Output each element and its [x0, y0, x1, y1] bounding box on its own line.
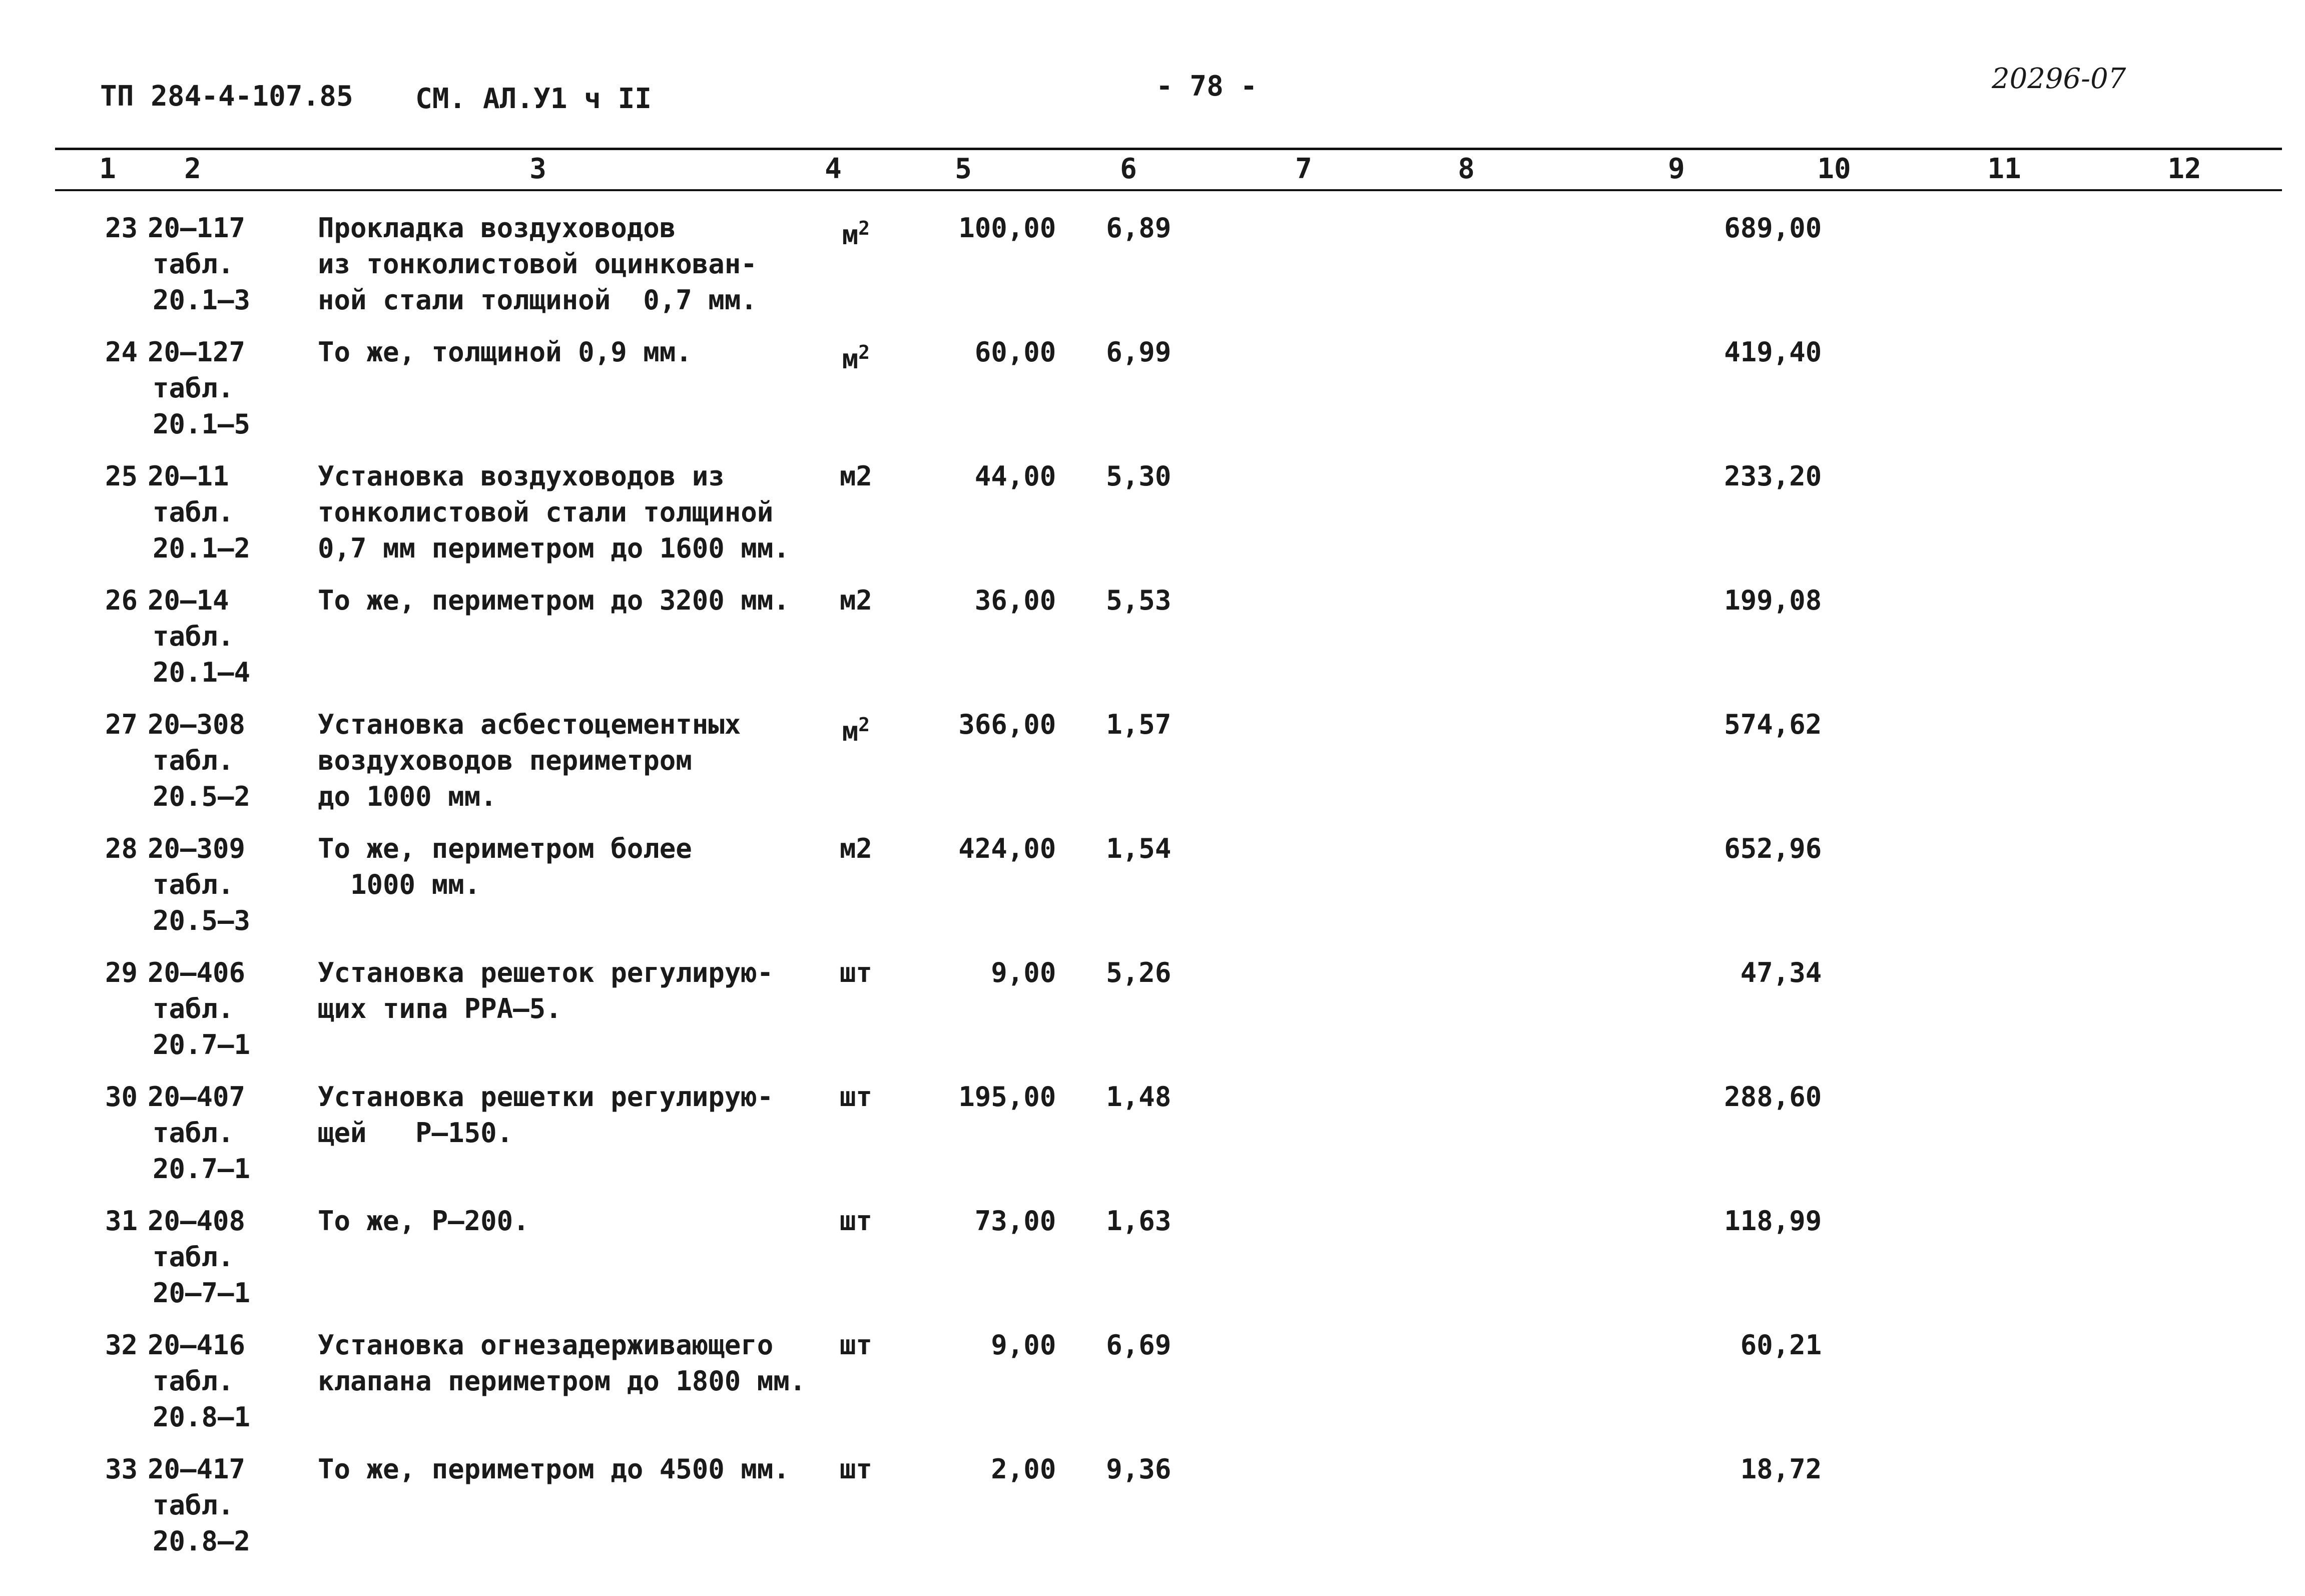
rate-code: 20–11 табл. 20.1–2	[148, 460, 251, 564]
row-number: 23	[105, 212, 138, 244]
rate-code: 20–14 табл. 20.1–4	[148, 585, 251, 688]
quantity: 9,00	[991, 1329, 1056, 1361]
total-cost: 419,40	[1724, 336, 1822, 368]
row-number: 33	[105, 1453, 138, 1485]
total-cost: 288,60	[1724, 1081, 1822, 1113]
row-number: 30	[105, 1081, 138, 1113]
table-row	[70, 1327, 2272, 1451]
unit-price: 1,57	[1106, 709, 1172, 740]
row-number: 28	[105, 833, 138, 864]
work-description: То же, периметром до 3200 мм.	[318, 585, 790, 616]
empty-cells	[1822, 334, 2272, 458]
column-number: 11	[1987, 153, 2021, 185]
table-row	[70, 334, 2272, 458]
empty-cells	[1822, 707, 2272, 831]
empty-cells	[1171, 1079, 1679, 1203]
unit-price: 6,99	[1106, 336, 1172, 368]
unit-of-measure: м2	[839, 833, 872, 864]
rate-code: 20–309 табл. 20.5–3	[148, 833, 251, 936]
work-description: То же, периметром до 4500 мм.	[318, 1453, 790, 1485]
total-cost: 18,72	[1740, 1453, 1822, 1485]
table-top-rule	[55, 148, 2282, 150]
empty-cells	[1822, 1079, 2272, 1203]
column-number: 7	[1295, 153, 1312, 185]
unit-price: 1,63	[1106, 1205, 1172, 1237]
rate-code: 20–416 табл. 20.8–1	[148, 1329, 251, 1433]
empty-cells	[1822, 583, 2272, 707]
quantity: 44,00	[974, 460, 1056, 492]
rate-code: 20–308 табл. 20.5–2	[148, 709, 251, 812]
empty-cells	[1822, 458, 2272, 583]
unit-of-measure: шт	[839, 957, 872, 988]
rate-code: 20–127 табл. 20.1–5	[148, 336, 251, 440]
unit-of-measure: шт	[839, 1453, 872, 1485]
estimate-table	[70, 210, 2272, 1575]
empty-cells	[1822, 1327, 2272, 1451]
empty-cells	[1822, 831, 2272, 955]
empty-cells	[1171, 458, 1679, 583]
work-description: То же, Р–200.	[318, 1205, 529, 1237]
table-row	[70, 831, 2272, 955]
work-description: То же, толщиной 0,9 мм.	[318, 336, 692, 368]
rate-code: 20–408 табл. 20–7–1	[148, 1205, 251, 1309]
row-number: 25	[105, 460, 138, 492]
quantity: 36,00	[974, 585, 1056, 616]
row-number: 27	[105, 709, 138, 740]
unit-of-measure: м2	[839, 585, 872, 616]
column-number: 2	[184, 153, 201, 185]
unit-price: 1,48	[1106, 1081, 1172, 1113]
quantity: 366,00	[958, 709, 1056, 740]
column-number: 5	[955, 153, 972, 185]
total-cost: 199,08	[1724, 585, 1822, 616]
unit-of-measure: шт	[839, 1329, 872, 1361]
unit-of-measure: м2	[839, 460, 872, 492]
work-description: То же, периметром более 1000 мм.	[318, 833, 692, 900]
quantity: 60,00	[974, 336, 1056, 368]
unit-of-measure: $м^2$	[842, 341, 870, 375]
quantity: 195,00	[958, 1081, 1056, 1113]
empty-cells	[1171, 1327, 1679, 1451]
column-number: 1	[99, 153, 116, 185]
column-number: 3	[529, 153, 546, 185]
table-row	[70, 955, 2272, 1079]
empty-cells	[1171, 707, 1679, 831]
empty-cells	[1171, 334, 1679, 458]
column-number: 8	[1458, 153, 1475, 185]
table-row	[70, 583, 2272, 707]
work-description: Прокладка воздуховодов из тонколистовой оцинкован- ной стали толщиной 0,7 мм.	[318, 212, 757, 316]
unit-price: 6,69	[1106, 1329, 1172, 1361]
empty-cells	[1822, 1203, 2272, 1327]
quantity: 424,00	[958, 833, 1056, 864]
unit-price: 1,54	[1106, 833, 1172, 864]
total-cost: 574,62	[1724, 709, 1822, 740]
work-description: Установка асбестоцементных воздуховодов периметром до 1000 мм.	[318, 709, 741, 812]
column-number: 9	[1668, 153, 1685, 185]
empty-cells	[1822, 955, 2272, 1079]
empty-cells	[1171, 1451, 1679, 1575]
unit-of-measure: шт	[839, 1205, 872, 1237]
total-cost: 60,21	[1740, 1329, 1822, 1361]
total-cost: 689,00	[1724, 212, 1822, 244]
rate-code: 20–417 табл. 20.8–2	[148, 1453, 251, 1557]
table-row	[70, 707, 2272, 831]
empty-cells	[1822, 1451, 2272, 1575]
rate-code: 20–407 табл. 20.7–1	[148, 1081, 251, 1185]
column-number: 12	[2167, 153, 2201, 185]
quantity: 100,00	[958, 212, 1056, 244]
table-row	[70, 1079, 2272, 1203]
unit-of-measure: $м^2$	[842, 714, 870, 747]
quantity: 9,00	[991, 957, 1056, 988]
table-header-rule	[55, 189, 2282, 191]
row-number: 31	[105, 1205, 138, 1237]
empty-cells	[1171, 1203, 1679, 1327]
work-description: Установка огнезадерживающего клапана периметром до 1800 мм.	[318, 1329, 806, 1397]
quantity: 73,00	[974, 1205, 1056, 1237]
table-row	[70, 458, 2272, 583]
row-number: 24	[105, 336, 138, 368]
table-row	[70, 1203, 2272, 1327]
rate-code: 20–117 табл. 20.1–3	[148, 212, 251, 316]
total-cost: 233,20	[1724, 460, 1822, 492]
unit-price: 5,30	[1106, 460, 1172, 492]
row-number: 26	[105, 585, 138, 616]
column-number: 4	[825, 153, 842, 185]
empty-cells	[1171, 210, 1679, 334]
rate-code: 20–406 табл. 20.7–1	[148, 957, 251, 1060]
empty-cells	[1171, 955, 1679, 1079]
work-description: Установка решетки регулирую- щей Р–150.	[318, 1081, 774, 1149]
page-number: - 78 -	[1156, 70, 1258, 103]
album-reference: СМ. АЛ.У1 ч II	[415, 83, 652, 115]
total-cost: 652,96	[1724, 833, 1822, 864]
column-number: 6	[1120, 153, 1137, 185]
unit-of-measure: $м^2$	[842, 217, 870, 251]
total-cost: 47,34	[1740, 957, 1822, 988]
quantity: 2,00	[991, 1453, 1056, 1485]
unit-price: 5,53	[1106, 585, 1172, 616]
unit-of-measure: шт	[839, 1081, 872, 1113]
table-row	[70, 210, 2272, 334]
empty-cells	[1171, 831, 1679, 955]
total-cost: 118,99	[1724, 1205, 1822, 1237]
unit-price: 9,36	[1106, 1453, 1172, 1485]
unit-price: 6,89	[1106, 212, 1172, 244]
empty-cells	[1171, 583, 1679, 707]
table-row	[70, 1451, 2272, 1575]
work-description: Установка решеток регулирую- щих типа РРА–5.	[318, 957, 774, 1024]
document-number: 20296-07	[1992, 63, 2126, 95]
work-description: Установка воздуховодов из тонколистовой стали толщиной 0,7 мм периметром до 1600 мм.	[318, 460, 790, 564]
empty-cells	[1822, 210, 2272, 334]
row-number: 32	[105, 1329, 138, 1361]
document-code: ТП 284-4-107.85	[100, 80, 353, 113]
unit-price: 5,26	[1106, 957, 1172, 988]
row-number: 29	[105, 957, 138, 988]
column-number: 10	[1817, 153, 1851, 185]
